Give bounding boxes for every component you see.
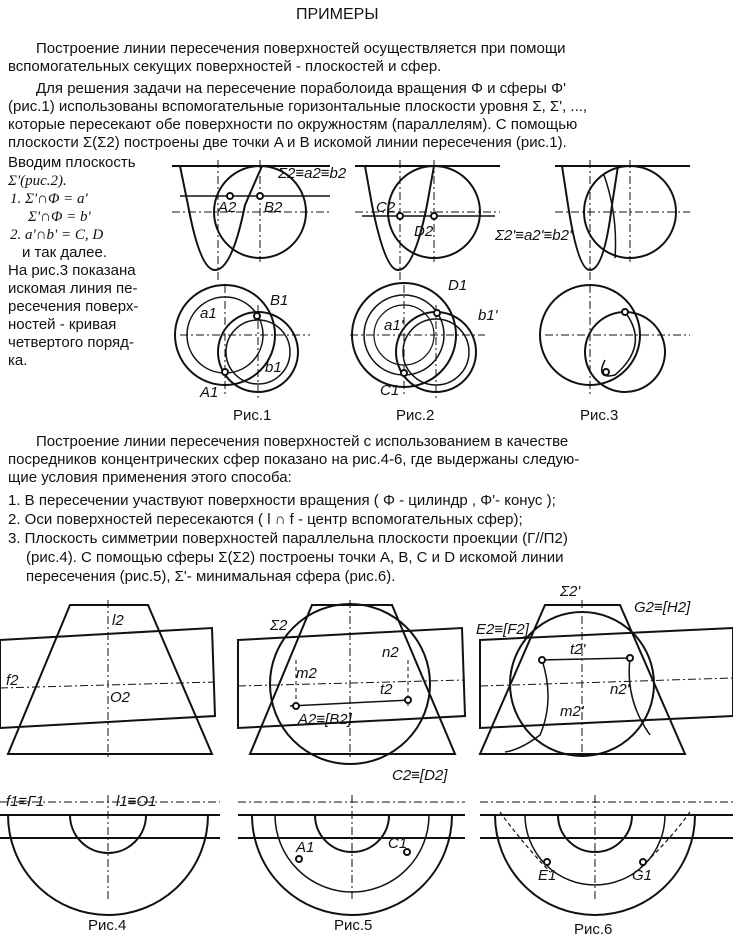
side-line: ка. — [8, 352, 28, 369]
f6-sigma-label: Σ2' — [560, 583, 581, 600]
figure-3 — [540, 160, 690, 395]
f5-CD-label: C2≡[D2] — [392, 767, 448, 784]
para1-line1: Построение линии пересечения поверхностей осуществляется при помощи — [36, 40, 566, 57]
f2-D1-label: D1 — [448, 277, 468, 294]
side-line: ностей - кривая — [8, 316, 117, 333]
f1-B2-label: B2 — [264, 199, 283, 216]
para2-line2: (рис.1) использованы вспомогательные горизонтальные плоскости уровня Σ, Σ', ..., — [8, 98, 588, 115]
f4-O2-label: O2 — [110, 689, 131, 706]
caption-fig1: Рис.1 — [233, 407, 272, 424]
para3-line2: посредников концентрических сфер показано на рис.4-6, где выдержаны следую- — [8, 451, 580, 468]
f2-b1-label: b1' — [478, 307, 498, 324]
f1-B1-label: B1 — [270, 292, 289, 309]
caption-fig2: Рис.2 — [396, 407, 435, 424]
figure-1 — [172, 160, 330, 400]
side-line: Σ'∩Φ = b' — [28, 209, 91, 225]
side-line: 1. Σ'∩Φ = a' — [10, 191, 88, 207]
caption-fig4: Рис.4 — [88, 917, 127, 934]
f4-l2-label: l2 — [112, 612, 124, 629]
f1-plane-label: Σ2≡a2≡b2 — [278, 165, 347, 182]
f6-G1-label: G1 — [632, 867, 653, 884]
para3-line5: 2. Оси поверхностей пересекаются ( l ∩ f - центр вспомогательных сфер); — [8, 511, 523, 528]
f6-m2-label: m2' — [560, 703, 584, 720]
para2-line4: плоскости Σ(Σ2) построены две точки A и B искомой линии пересечения (рис.1). — [8, 134, 567, 151]
f6-n2-label: n2' — [610, 681, 630, 698]
side-line: Σ'(рис.2). — [8, 173, 67, 189]
caption-fig5: Рис.5 — [334, 917, 373, 934]
side-line: четвертого поряд- — [8, 334, 134, 351]
f4-gamma-label: f1≡Γ1 — [6, 793, 45, 810]
figure-4 — [0, 600, 220, 915]
para1-line2: вспомогательных секущих поверхностей - плоскостей и сфер. — [8, 58, 442, 75]
para3-line7: (рис.4). С помощью сферы Σ(Σ2) построены точки A, B, C и D искомой линии — [26, 549, 564, 566]
para3-line1: Построение линии пересечения поверхностей с использованием в качестве — [36, 433, 569, 450]
side-line: Вводим плоскость — [8, 154, 136, 171]
f6-GH-label: G2≡[H2] — [634, 599, 691, 616]
side-line: На рис.3 показана — [8, 262, 136, 279]
side-line: 2. a'∩b' = C, D — [10, 227, 104, 243]
para3-line6: 3. Плоскость симметрии поверхностей параллельна плоскости проекции (Γ//Π2) — [8, 530, 568, 547]
f4-f2-label: f2 — [6, 672, 19, 689]
para2-line3: которые пересекают обе поверхности по окружностям (параллелям). С помощью — [8, 116, 578, 133]
para3-line8: пересечения (рис.5), Σ'- минимальная сфера (рис.6). — [26, 568, 396, 585]
f1-a1-label: a1 — [200, 305, 217, 322]
side-line: ресечения поверх- — [8, 298, 139, 315]
side-line: и так далее. — [22, 244, 108, 261]
figure-6 — [480, 600, 733, 915]
f6-t2-label: t2' — [570, 641, 586, 658]
f2-a1-label: a1' — [384, 317, 404, 334]
f5-t2-label: t2 — [380, 681, 393, 698]
f5-AB-label: A2≡[B2] — [298, 711, 352, 728]
f6-E1-label: E1 — [538, 867, 557, 884]
f5-A1-label: A1 — [296, 839, 315, 856]
figure-2 — [350, 160, 500, 400]
para3-line4: 1. В пересечении участвуют поверхности вращения ( Φ - цилиндр , Φ'- конус ); — [8, 492, 556, 509]
side-line: искомая линия пе- — [8, 280, 138, 297]
f5-m2-label: m2 — [296, 665, 317, 682]
figure-5 — [238, 600, 465, 915]
page-title: ПРИМЕРЫ — [296, 6, 379, 23]
f5-C1-label: C1 — [388, 835, 408, 852]
f6-EF-label: E2≡[F2] — [476, 621, 529, 638]
para3-line3: щие условия применения этого способа: — [8, 469, 292, 486]
para2-line1: Для решения задачи на пересечение пораболоида вращения Φ и сферы Φ' — [36, 80, 566, 97]
f4-O1-label: l1≡O1 — [116, 793, 157, 810]
f2-C2-label: C2 — [376, 199, 396, 216]
f1-b1-label: b1 — [265, 359, 282, 376]
f1-A1-label: A1 — [200, 384, 219, 401]
f2-C1-label: C1 — [380, 382, 400, 399]
caption-fig3: Рис.3 — [580, 407, 619, 424]
f1-A2-label: A2 — [218, 199, 237, 216]
f5-n2-label: n2 — [382, 644, 399, 661]
f2-plane-label: Σ2'≡a2'≡b2' — [495, 227, 572, 244]
f2-D2-label: D2 — [414, 223, 434, 240]
f5-sigma-label: Σ2 — [270, 617, 288, 634]
caption-fig6: Рис.6 — [574, 921, 613, 938]
